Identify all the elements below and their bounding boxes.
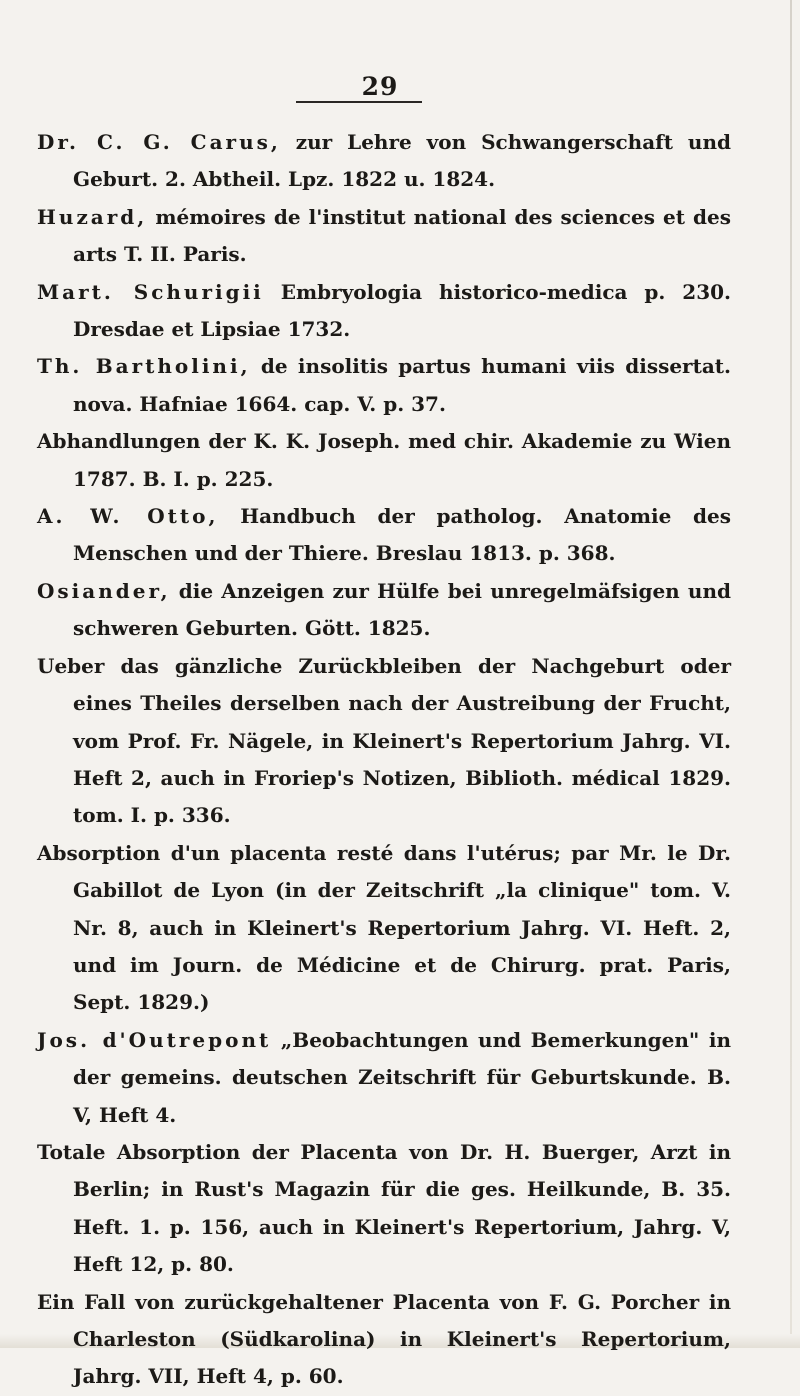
entry-text: Ein Fall von zurückgehaltener Placenta von F. G. Porcher in Charleston (Südkarolina) in Kleinert's Repertorium, Jahrg. VII, Heft 4, p. 60. [37, 1289, 731, 1389]
entry-author: Th. Bartholini, [37, 354, 251, 379]
entry-text: zur Lehre von Schwangerschaft und Geburt. 2. Abtheil. Lpz. 1822 u. 1824. [73, 130, 731, 192]
bibliography-entry [37, 124, 731, 199]
entry-author: Huzard, [37, 204, 148, 229]
bibliography-entry [37, 274, 731, 349]
entry-text: de insolitis partus humani viis dissertat. nova. Hafniae 1664. cap. V. p. 37. [73, 354, 731, 416]
entry-text: Totale Absorption der Placenta von Dr. H. Buerger, Arzt in Berlin; in Rust's Magazin für die ges. Heilkunde, B. 35. Heft. 1. p. 156, auch in Kleinert's Repertorium, Jahrg. V, Heft 12, p. 80. [37, 1139, 731, 1277]
entry-author: Jos. d'Outrepont [37, 1027, 272, 1052]
bibliography-list [37, 124, 731, 1396]
bibliography-entry [37, 199, 731, 274]
bibliography-entry [37, 498, 731, 573]
entry-author: Mart. Schurigii [37, 279, 264, 304]
page-edge [790, 0, 792, 1348]
page-number: 29 [361, 72, 399, 101]
entry-author: A. W. Otto, [37, 504, 219, 529]
entry-author: Osiander, [37, 578, 171, 603]
page-number-rule [296, 101, 422, 103]
entry-text: Embryologia historico-medica p. 230. Dresdae et Lipsiae 1732. [73, 279, 732, 342]
entry-text: Absorption d'un placenta resté dans l'utérus; par Mr. le Dr. Gabillot de Lyon (in der Zeitschrift „la clinique" tom. V. Nr. 8, auch in Kleinert's Repertorium Jahrg. VI. Heft. 2, und im Journ. de Médicine et de Chirurg. prat. Paris, Sept. 1829.) [37, 840, 731, 1015]
bibliography-entry [37, 348, 731, 423]
entry-text: Abhandlungen der K. K. Joseph. med chir. Akademie zu Wien 1787. B. I. p. 225. [37, 429, 731, 491]
bibliography-entry [37, 648, 731, 835]
bibliography-entry [37, 1134, 731, 1284]
bibliography-entry [37, 835, 731, 1022]
entry-text: „Beobachtungen und Bemerkungen" in der gemeins. deutschen Zeitschrift für Geburtskunde. B. V, Heft 4. [73, 1027, 731, 1127]
entry-text: Handbuch der patholog. Anatomie des Menschen und der Thiere. Breslau 1813. p. 368. [73, 504, 732, 566]
bibliography-entry [37, 1284, 731, 1396]
bibliography-entry [37, 1022, 731, 1134]
entry-author: Dr. C. G. Carus, [37, 130, 281, 154]
bibliography-entry [37, 573, 731, 648]
entry-text: Ueber das gänzliche Zurückbleiben der Nachgeburt oder eines Theiles derselben nach der Austreibung der Frucht, vom Prof. Fr. Nägele, in Kleinert's Repertorium Jahrg. VI. Heft 2, auch in Froriep's Notizen, Biblioth. médical 1829. tom. I. p. 336. [37, 653, 731, 828]
entry-text: die Anzeigen zur Hülfe bei unregelmäfsigen und schweren Geburten. Gött. 1825. [73, 578, 731, 641]
bibliography-entry [37, 423, 731, 498]
entry-text: mémoires de l'institut national des sciences et des arts T. II. Paris. [73, 204, 731, 267]
